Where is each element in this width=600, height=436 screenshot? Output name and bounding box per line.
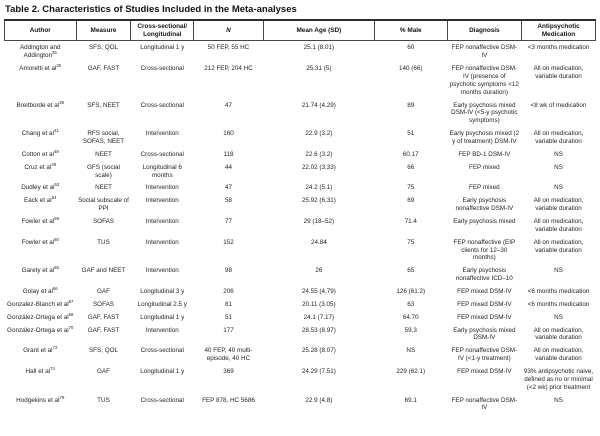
- table-row: [5, 345, 596, 366]
- author-name: Golay et al: [22, 288, 53, 295]
- cell-measure: SOFAS: [92, 217, 114, 225]
- column-header-n: N: [194, 20, 264, 41]
- cell-age: 21.74 (4.29): [301, 101, 336, 109]
- cell-measure: GAF, FAST: [87, 65, 120, 73]
- cell-design: Cross-sectional: [140, 101, 184, 109]
- cell-diagnosis: FEP nonaffective DSM-IV: [451, 44, 518, 60]
- cell-n: 152: [223, 238, 234, 246]
- cell-author: [5, 286, 77, 299]
- table-row: [5, 312, 596, 325]
- cell-age: 22.9 (4.8): [305, 396, 333, 404]
- author-name: González-Ortega et al: [7, 313, 69, 321]
- reference-number: 66: [52, 285, 58, 291]
- cell-n: 98: [224, 267, 232, 275]
- cell-medication: NS: [554, 313, 563, 321]
- cell-medication: All on medication, variable duration: [533, 326, 584, 342]
- cell-medication: NS: [554, 267, 563, 275]
- cell-diagnosis: FEP nonaffective DSM-IV: [451, 396, 518, 412]
- cell-diagnosis: FEP mixed DSM-IV: [457, 368, 512, 376]
- cell-diagnosis: FEP mixed: [468, 163, 500, 171]
- table-row: [5, 63, 596, 99]
- author-name: Cotton et al: [21, 150, 54, 158]
- cell-age: 22.9 (3.2): [305, 130, 333, 138]
- cell-n: 50 FEP, 55 HC: [207, 44, 250, 52]
- reference-number: 53: [54, 182, 60, 188]
- reference-number: 48: [53, 148, 59, 154]
- cell-author: [5, 128, 77, 149]
- cell-author: [5, 41, 77, 63]
- cell-diagnosis: Early psychosis mixed DSM-IV (<5-y psychotic symptoms): [451, 101, 518, 125]
- cell-author: [5, 265, 77, 286]
- cell-medication: NS: [554, 163, 563, 171]
- cell-design: Intervention: [145, 130, 179, 138]
- cell-author: [5, 237, 77, 266]
- cell-measure: SOFAS: [92, 300, 114, 308]
- cell-n: 47: [224, 101, 232, 109]
- cell-male: 63: [407, 300, 415, 308]
- cell-author: [5, 100, 77, 129]
- reference-number: 67: [68, 298, 74, 304]
- cell-author: [5, 162, 77, 183]
- studies-table: [4, 19, 596, 415]
- cell-diagnosis: Early psychosis mixed DSM-IV: [453, 326, 516, 342]
- cell-medication: All on medication, variable duration: [533, 197, 584, 213]
- table-row: [5, 366, 596, 395]
- cell-medication: <6 months medication: [527, 288, 590, 295]
- cell-medication: NS: [554, 184, 563, 192]
- cell-author: [5, 325, 77, 346]
- table-row: [5, 162, 596, 183]
- author-name: Fowler et al: [21, 217, 55, 225]
- table-row: [5, 182, 596, 195]
- cell-design: Intervention: [145, 197, 179, 205]
- cell-author: [5, 312, 77, 325]
- cell-measure: GAF, FAST: [87, 313, 120, 321]
- cell-age: 26: [315, 267, 323, 275]
- cell-n: 206: [223, 288, 234, 295]
- reference-number: 41: [53, 128, 59, 134]
- cell-measure: TUS: [97, 238, 110, 246]
- cell-age: 24.1 (7.17): [303, 313, 335, 321]
- cell-measure: SFS, QOL: [88, 44, 118, 52]
- cell-male: 64.70: [402, 313, 419, 321]
- cell-n: 212 FEP, 204 HC: [204, 65, 253, 73]
- cell-age: 24.55 (4.79): [301, 288, 336, 295]
- cell-medication: <8 wk of medication: [530, 101, 587, 109]
- cell-male: 51: [407, 130, 415, 138]
- cell-diagnosis: FEP nonaffective DSM-IV (<1-y treatment): [451, 347, 518, 363]
- cell-male: 65: [407, 267, 415, 275]
- cell-male: 71.4: [404, 217, 417, 225]
- reference-number: 79: [59, 394, 65, 400]
- cell-measure: Social subscale of PPI: [78, 197, 129, 213]
- cell-age: 25.92 (6.31): [301, 197, 336, 205]
- cell-male: 126 (61.2): [396, 288, 426, 295]
- author-name: González-Ortega et al: [7, 326, 69, 334]
- cell-design: Intervention: [145, 184, 179, 192]
- reference-number: 54: [51, 195, 57, 201]
- cell-age: 22.6 (3.2): [305, 150, 333, 158]
- cell-male: 66: [407, 163, 415, 171]
- reference-number: 74: [50, 365, 55, 371]
- reference-number: 65: [54, 265, 59, 271]
- table-row: [5, 195, 596, 216]
- cell-age: 29 (18–52): [303, 217, 335, 225]
- author-name: Garety et al: [21, 267, 55, 275]
- cell-age: 22.02 (3.33): [301, 163, 336, 171]
- table-row: [5, 149, 596, 162]
- cell-n: 51: [224, 313, 232, 321]
- cell-age: 25.28 (8.07): [301, 347, 336, 355]
- cell-n: 40 FEP, 40 multi-episode, 40 HC: [204, 347, 253, 363]
- cell-design: Longitudinal 1 y: [140, 368, 185, 376]
- cell-measure: SFS, QOL: [88, 347, 118, 355]
- cell-design: Longitudinal 2.5 y: [137, 300, 187, 308]
- cell-diagnosis: FEP nonaffective DSM-IV (presence of psychotic symptoms <12 months duration): [449, 65, 519, 96]
- cell-medication: All on medication, variable duration: [533, 65, 584, 80]
- cell-n: 369: [223, 368, 234, 376]
- cell-author: [5, 182, 77, 195]
- cell-male: NS: [406, 347, 416, 355]
- cell-n: 160: [223, 130, 234, 138]
- author-name: Gonzalez-Blanch et al: [7, 300, 69, 308]
- cell-measure: SFS, NEET: [87, 101, 120, 109]
- cell-measure: GAF, FAST: [87, 326, 120, 334]
- author-name: Amoretti et al: [19, 65, 57, 73]
- author-name: Breitborde et al: [16, 101, 60, 109]
- reference-number: 36: [59, 99, 64, 105]
- author-name: Addington and Addington: [19, 44, 61, 60]
- cell-age: 25.31 (5): [306, 65, 332, 73]
- cell-age: 24.84: [310, 238, 327, 246]
- cell-male: 60.17: [402, 150, 419, 158]
- cell-medication: All on medication, variable duration: [533, 238, 584, 254]
- cell-author: [5, 195, 77, 216]
- reference-number: 68: [68, 311, 74, 317]
- cell-diagnosis: FEP BD-1 DSM-IV: [458, 150, 511, 158]
- table-title: Table 2. Characteristics of Studies Included in the Meta-analyses: [5, 4, 297, 15]
- column-header-age: Mean Age (SD): [263, 20, 374, 41]
- cell-n: FEP 878, HC 5686: [202, 396, 255, 404]
- cell-male: 59.3: [404, 326, 417, 334]
- author-name: Fowler et al: [21, 238, 55, 246]
- cell-diagnosis: FEP nonaffective (EIP clients for 12–30 months): [453, 238, 516, 262]
- cell-diagnosis: FEP mixed DSM-IV: [457, 288, 512, 295]
- cell-design: Cross-sectional: [140, 396, 184, 404]
- cell-medication: NS: [554, 396, 563, 404]
- cell-age: 28.53 (8.97): [301, 326, 336, 334]
- cell-medication: <3 months medication: [527, 44, 590, 52]
- cell-author: [5, 149, 77, 162]
- author-name: Cruz et al: [24, 163, 52, 171]
- reference-number: 59: [54, 215, 59, 221]
- table-row: [5, 265, 596, 286]
- cell-diagnosis: FEP mixed DSM-IV: [457, 300, 512, 308]
- reference-number: 25: [52, 50, 57, 56]
- cell-design: Longitudinal 6 months: [142, 163, 182, 179]
- reference-number: 60: [54, 236, 59, 242]
- column-header-author: Author: [5, 20, 77, 41]
- table-header-row: [5, 20, 596, 41]
- cell-age: 24.2 (5.1): [305, 184, 333, 192]
- column-header-measure: Measure: [76, 20, 131, 41]
- author-name: Chang et al: [21, 130, 54, 138]
- cell-design: Longitudinal 1 y: [140, 44, 185, 52]
- cell-measure: RFS social, SOFAS, NEET: [82, 130, 125, 145]
- cell-diagnosis: Early psychosis nonaffective ICD–10: [455, 267, 513, 283]
- cell-design: Longitudinal 1 y: [140, 313, 185, 321]
- cell-diagnosis: FEP mixed: [468, 184, 500, 192]
- column-header-male: % Male: [374, 20, 447, 41]
- cell-author: [5, 216, 77, 237]
- cell-male: 75: [407, 238, 415, 246]
- cell-design: Cross-sectional: [140, 65, 184, 73]
- cell-medication: 93% antipsychotic naive, defined as no or minimal (<2 wk) prior treatment: [523, 368, 594, 391]
- table-row: [5, 41, 596, 63]
- cell-author: [5, 345, 77, 366]
- column-header-medication: Antipsychotic Medication: [522, 20, 596, 41]
- cell-n: 177: [223, 326, 234, 334]
- table-row: [5, 216, 596, 237]
- cell-male: 89: [407, 101, 415, 109]
- cell-measure: GAF and NEET: [81, 267, 126, 275]
- cell-n: 44: [224, 163, 232, 171]
- cell-medication: All on medication, variable duration: [533, 217, 584, 233]
- cell-male: 69: [407, 197, 415, 205]
- cell-design: Intervention: [145, 326, 179, 334]
- cell-n: 77: [224, 217, 232, 225]
- cell-author: [5, 395, 77, 416]
- cell-age: 25.1 (8.01): [303, 44, 335, 52]
- reference-number: 49: [51, 161, 57, 167]
- cell-medication: All on medication, variable duration: [533, 130, 584, 145]
- cell-author: [5, 63, 77, 99]
- table-row: [5, 325, 596, 346]
- cell-design: Intervention: [145, 217, 179, 225]
- cell-male: 60: [407, 44, 415, 52]
- cell-n: 81: [224, 300, 232, 308]
- table-body: [5, 41, 596, 415]
- column-header-diagnosis: Diagnosis: [447, 20, 521, 41]
- cell-medication: NS: [554, 150, 563, 158]
- table-row: [5, 395, 596, 416]
- cell-n: 47: [224, 184, 232, 192]
- author-name: Hall et al: [25, 368, 51, 376]
- table-row: [5, 286, 596, 299]
- cell-age: 24.29 (7.51): [301, 368, 336, 376]
- cell-measure: GAF: [97, 288, 110, 295]
- cell-diagnosis: Early psychosis mixed (2 y of treatment) DSM-IV: [449, 130, 520, 145]
- cell-design: Cross-sectional: [140, 347, 184, 355]
- cell-author: [5, 299, 77, 312]
- cell-diagnosis: Early psychosis nonaffective DSM-IV: [455, 197, 514, 213]
- cell-measure: GAF: [97, 368, 110, 376]
- table-header: [5, 20, 596, 41]
- cell-age: 20.11 (3.05): [302, 300, 336, 308]
- cell-male: 69.1: [404, 396, 417, 404]
- author-name: Hodgekins et al: [16, 396, 60, 404]
- reference-number: 72: [52, 345, 58, 351]
- cell-male: 140 (66): [399, 65, 423, 73]
- table-row: [5, 128, 596, 149]
- reference-number: 30: [56, 63, 62, 68]
- cell-medication: All on medication, variable duration: [533, 347, 584, 363]
- cell-measure: TUS: [97, 396, 110, 404]
- table-row: [5, 299, 596, 312]
- cell-n: 58: [224, 197, 232, 205]
- cell-measure: NEET: [95, 150, 112, 158]
- cell-design: Longitudinal 3 y: [140, 288, 185, 295]
- reference-number: 70: [68, 324, 74, 330]
- cell-male: 229 (62.1): [396, 368, 426, 376]
- cell-design: Cross-sectional: [140, 150, 184, 158]
- cell-author: [5, 366, 77, 395]
- author-name: Eack et al: [24, 197, 52, 205]
- cell-diagnosis: FEP mixed DSM-IV: [457, 313, 512, 321]
- cell-diagnosis: Early psychosis mixed: [453, 217, 516, 225]
- cell-design: Intervention: [145, 238, 179, 246]
- author-name: Dudley et al: [21, 184, 55, 192]
- table-row: [5, 100, 596, 129]
- cell-medication: <6 months medication: [527, 300, 590, 308]
- cell-male: 75: [407, 184, 415, 192]
- cell-measure: NEET: [95, 184, 112, 192]
- cell-design: Intervention: [145, 267, 179, 275]
- table-row: [5, 237, 596, 266]
- author-name: Grant et al: [23, 347, 53, 355]
- column-header-design: Cross-sectional/ Longitudinal: [131, 20, 194, 41]
- cell-n: 118: [223, 150, 234, 158]
- cell-measure: GFS (social scale): [87, 163, 120, 179]
